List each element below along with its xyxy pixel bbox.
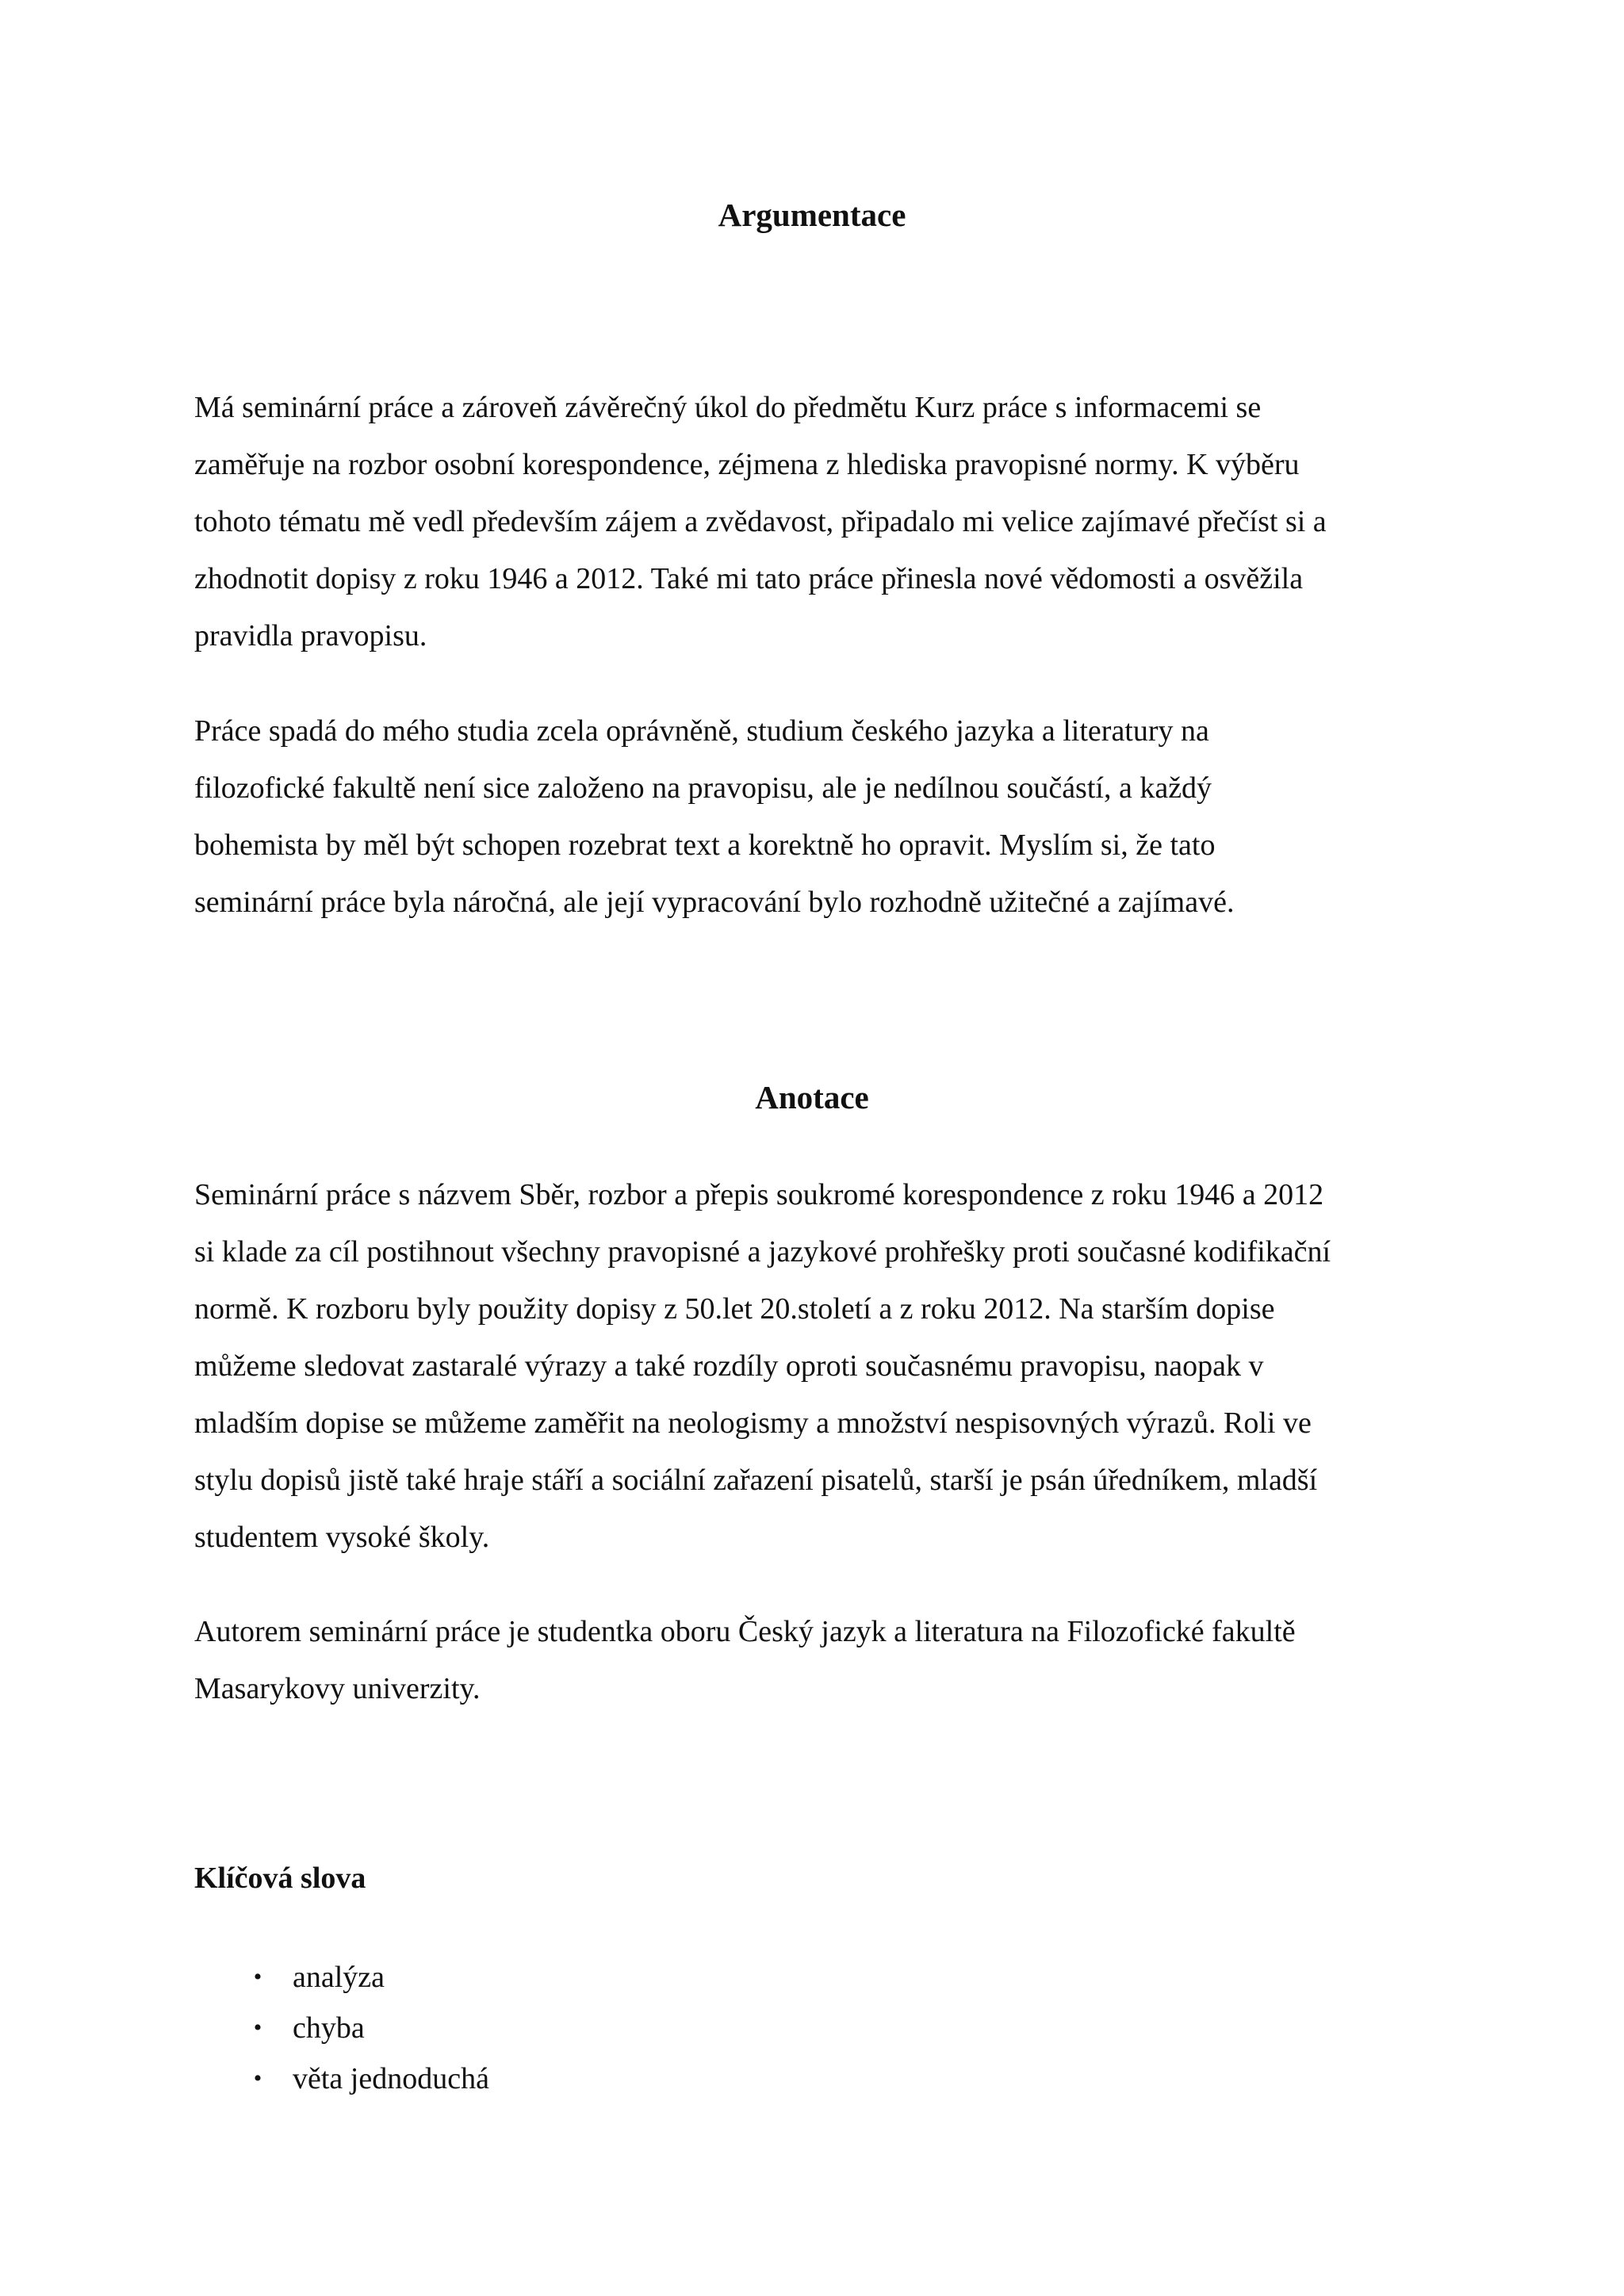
text-line: Má seminární práce a zároveň závěrečný úkol do předmětu Kurz práce s informacemi se [194,391,1262,424]
text-line: bohemista by měl být schopen rozebrat text a korektně ho opravit. Myslím si, že tato [194,828,1216,862]
bullet-icon: • [253,2015,262,2041]
text-line: tohoto tématu mě vedl především zájem a zvědavost, připadalo mi velice zajímavé přečíst si a [194,505,1327,538]
keyword-text: chyba [293,2011,365,2045]
anotace-paragraph-2 [194,1603,1447,1717]
text-line: normě. K rozboru byly použity dopisy z 50.let 20.století a z roku 2012. Na starším dopise [194,1292,1275,1326]
bullet-icon: • [253,1964,262,1990]
text-line: mladším dopise se můžeme zaměřit na neologismy a množství nespisovných výrazů. Roli ve [194,1406,1312,1440]
text-line: Seminární práce s názvem Sběr, rozbor a přepis soukromé korespondence z roku 1946 a 2012 [194,1178,1324,1211]
keywords-heading: Klíčová slova [194,1862,366,1895]
anotace-heading: Anotace [755,1079,869,1115]
text-line: si klade za cíl postihnout všechny pravopisné a jazykové prohřešky proti současné kodifikační [194,1235,1331,1269]
text-line: filozofické fakultě není sice založeno na pravopisu, ale je nedílnou součástí, a každý [194,771,1212,805]
text-line: zaměřuje na rozbor osobní korespondence, zéjmena z hlediska pravopisné normy. K výběru [194,448,1300,481]
argumentace-paragraph-1 [194,379,1447,664]
text-line: studentem vysoké školy. [194,1521,490,1554]
text-line: Masarykovy univerzity. [194,1672,481,1705]
argumentace-paragraph-2 [194,702,1447,931]
text-line: zhodnotit dopisy z roku 1946 a 2012. Také mi tato práce přinesla nové vědomosti a osvěžila [194,562,1304,595]
text-line: stylu dopisů jistě také hraje stáří a sociální zařazení pisatelů, starší je psán úředníkem, mladší [194,1464,1318,1497]
text-line: Autorem seminární práce je studentka oboru Český jazyk a literatura na Filozofické fakultě [194,1615,1296,1648]
text-line: Práce spadá do mého studia zcela oprávněně, studium českého jazyka a literatury na [194,714,1209,748]
text-line: seminární práce byla náročná, ale její vypracování bylo rozhodně užitečné a zajímavé. [194,886,1235,919]
text-line: můžeme sledovat zastaralé výrazy a také rozdíly oproti současnému pravopisu, naopak v [194,1349,1264,1383]
anotace-paragraph-1 [194,1166,1447,1566]
argumentace-heading: Argumentace [718,197,906,233]
keyword-text: věta jednoduchá [293,2062,489,2095]
text-line: pravidla pravopisu. [194,619,427,652]
keyword-text: analýza [293,1961,385,1994]
bullet-icon: • [253,2065,262,2091]
